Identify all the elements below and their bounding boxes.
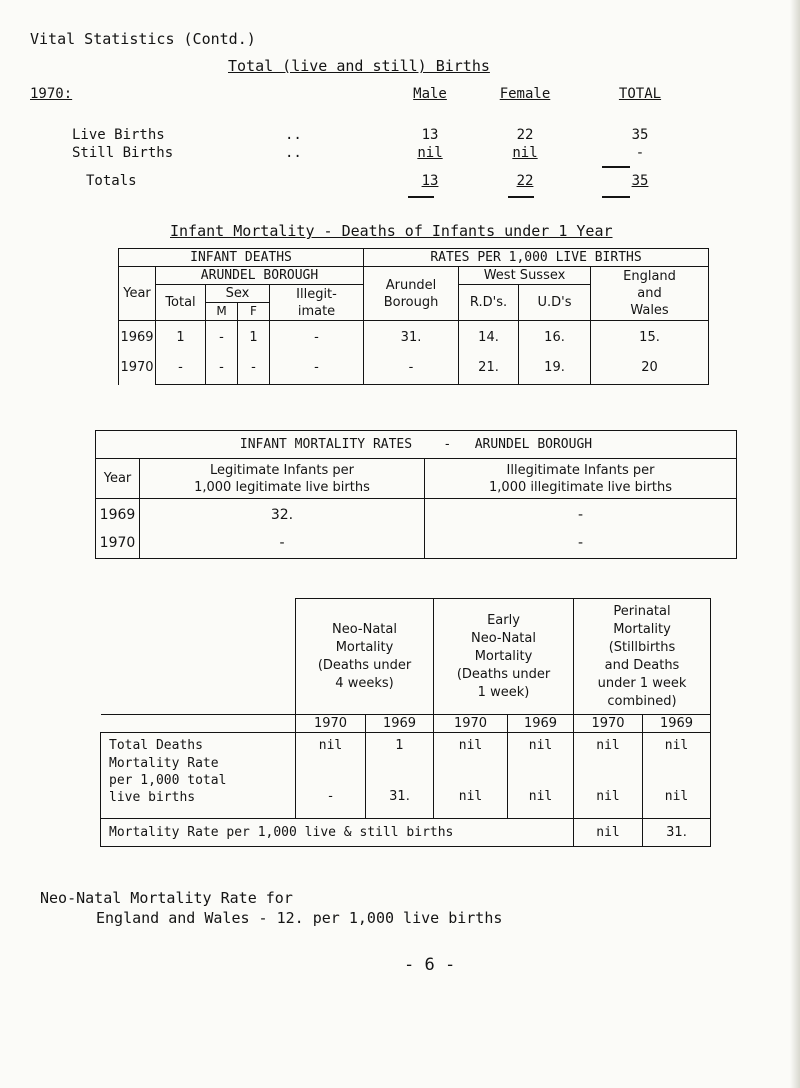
rate-value: 31. — [389, 789, 410, 804]
page-number: - 6 - — [404, 955, 456, 975]
early-neo-natal-header: Early Neo-Natal Mortality (Deaths under 1 week) — [434, 599, 574, 715]
value: 21. — [478, 359, 499, 375]
births-female-value: nil — [512, 145, 538, 161]
births-row-dots: .. — [285, 145, 302, 161]
totals-double-rule — [408, 196, 434, 198]
year-value: 1969 — [99, 506, 136, 523]
arundel-borough-header: ARUNDEL BOROUGH — [156, 267, 364, 285]
value: 14. — [478, 329, 499, 345]
value: - — [178, 359, 183, 375]
value: 16. — [544, 329, 565, 345]
year-value: 1970 — [120, 359, 154, 375]
births-male-value: nil — [417, 145, 443, 161]
value: 31. — [400, 329, 422, 345]
value: 20 — [641, 359, 658, 375]
england-wales-header: England and Wales — [591, 267, 709, 321]
births-subtitle: Total (live and still) Births — [228, 57, 490, 75]
year-header: 1969 — [508, 715, 574, 733]
births-year-label: 1970: — [30, 86, 73, 102]
illegitimate-header: Illegitimate Infants per 1,000 illegitimate live births — [425, 459, 737, 499]
rate-value: nil — [664, 789, 689, 804]
legitimate-header: Legitimate Infants per 1,000 legitimate live births — [140, 459, 425, 499]
rds-header: R.D's. — [459, 285, 519, 321]
totals-double-rule — [508, 196, 534, 198]
births-row-dots: .. — [285, 127, 302, 143]
year-value: 1970 — [99, 534, 136, 551]
england-wales-cell — [591, 321, 709, 385]
arundel-rate-cell — [364, 321, 459, 385]
neo-1970-cell — [296, 733, 366, 819]
rate-value: nil — [458, 789, 483, 804]
births-male-value: 13 — [421, 173, 439, 189]
rate-value: nil — [528, 789, 553, 804]
rates-title-right: ARUNDEL BOROUGH — [474, 437, 593, 452]
value: - — [314, 359, 319, 375]
year-cell — [96, 499, 140, 559]
arundel-rate-header: Arundel Borough — [364, 267, 459, 321]
births-row-label: Live Births — [72, 127, 165, 143]
value: - — [219, 359, 224, 375]
infant-mortality-rates-table — [95, 430, 737, 559]
still-rate-1970: nil — [574, 819, 643, 847]
value: - — [314, 329, 319, 345]
illegitimate-cell — [425, 499, 737, 559]
illegitimate-cell — [270, 321, 364, 385]
rates-title-left: INFANT MORTALITY RATES — [239, 437, 413, 452]
neo-1969-cell — [366, 733, 434, 819]
value: - — [577, 534, 584, 551]
page-title: Vital Statistics (Contd.) — [30, 30, 256, 48]
perinatal-header: Perinatal Mortality (Stillbirths and Deaths under 1 week combined) — [574, 599, 711, 715]
blank-corner — [101, 599, 296, 715]
peri-1970-cell — [574, 733, 643, 819]
rate-value: - — [326, 789, 335, 804]
infant-deaths-header: INFANT DEATHS — [119, 249, 364, 267]
value: 1 — [249, 329, 258, 345]
early-1970-cell — [434, 733, 508, 819]
footer-note-line1: Neo-Natal Mortality Rate for — [40, 889, 293, 907]
births-row-label: Still Births — [72, 145, 174, 161]
mortality-rate-label: Mortality Rate per 1,000 total live births — [109, 756, 227, 805]
male-header: M — [206, 303, 238, 321]
year-header: 1970 — [434, 715, 508, 733]
legitimate-cell — [140, 499, 425, 559]
year-header: 1969 — [366, 715, 434, 733]
value: 15. — [639, 329, 660, 345]
infant-mortality-title: Infant Mortality - Deaths of Infants under 1 Year — [170, 222, 613, 240]
births-total-value: 35 — [631, 173, 649, 189]
female-header: F — [238, 303, 270, 321]
births-total-value: 35 — [631, 127, 649, 143]
births-col-female: Female — [499, 86, 551, 102]
births-total-value: - — [635, 145, 645, 161]
births-female-value: 22 — [516, 127, 534, 143]
total-deaths-label: Total Deaths — [109, 738, 203, 753]
illegitimate-header: Illegit- imate — [270, 285, 364, 321]
totals-rule — [602, 166, 630, 168]
neonatal-mortality-table — [100, 598, 711, 847]
table-row — [101, 819, 711, 847]
value: - — [408, 359, 414, 375]
deaths-value: 1 — [395, 738, 404, 753]
year-header: Year — [96, 459, 140, 499]
table-row — [119, 321, 709, 385]
neo-natal-header: Neo-Natal Mortality (Deaths under 4 weeks) — [296, 599, 434, 715]
sex-header: Sex — [206, 285, 270, 303]
rates-title-dash: - — [443, 437, 452, 452]
footer-note-line2: England and Wales - 12. per 1,000 live births — [96, 909, 503, 927]
deaths-value: nil — [458, 738, 483, 753]
page-edge-shadow — [790, 0, 800, 1088]
year-header: 1969 — [643, 715, 711, 733]
female-cell — [238, 321, 270, 385]
year-header: Year — [119, 267, 156, 321]
deaths-value: nil — [664, 738, 689, 753]
rds-cell — [459, 321, 519, 385]
still-births-rate-label: Mortality Rate per 1,000 live & still births — [101, 819, 574, 847]
rate-value: nil — [596, 789, 620, 804]
value: - — [219, 329, 224, 345]
value: 1 — [176, 329, 185, 345]
births-male-value: 13 — [421, 127, 439, 143]
value: 19. — [544, 359, 565, 375]
early-1969-cell — [508, 733, 574, 819]
totals-double-rule — [602, 196, 630, 198]
year-value: 1969 — [120, 329, 154, 345]
value: - — [577, 506, 584, 523]
deaths-value: nil — [318, 738, 343, 753]
year-cell — [119, 321, 156, 385]
total-cell — [156, 321, 206, 385]
table-row — [101, 733, 711, 819]
value: - — [251, 359, 256, 375]
uds-cell — [519, 321, 591, 385]
west-sussex-header: West Sussex — [459, 267, 591, 285]
value: 32. — [270, 506, 294, 523]
births-col-male: Male — [413, 86, 447, 102]
deaths-value: nil — [596, 738, 620, 753]
births-col-total: TOTAL — [618, 86, 662, 102]
rates-title-header — [96, 431, 737, 459]
infant-deaths-table — [118, 248, 709, 385]
year-header: 1970 — [574, 715, 643, 733]
value: - — [279, 534, 285, 551]
births-female-value: 22 — [516, 173, 534, 189]
total-header: Total — [156, 285, 206, 321]
rates-per-1000-header: RATES PER 1,000 LIVE BIRTHS — [364, 249, 709, 267]
table-row — [96, 499, 737, 559]
peri-1969-cell — [643, 733, 711, 819]
deaths-value: nil — [528, 738, 553, 753]
row-labels — [101, 733, 296, 819]
year-header: 1970 — [296, 715, 366, 733]
blank-corner — [101, 715, 296, 733]
uds-header: U.D's — [519, 285, 591, 321]
births-row-label: Totals — [86, 173, 137, 189]
still-rate-1969: 31. — [643, 819, 711, 847]
male-cell — [206, 321, 238, 385]
